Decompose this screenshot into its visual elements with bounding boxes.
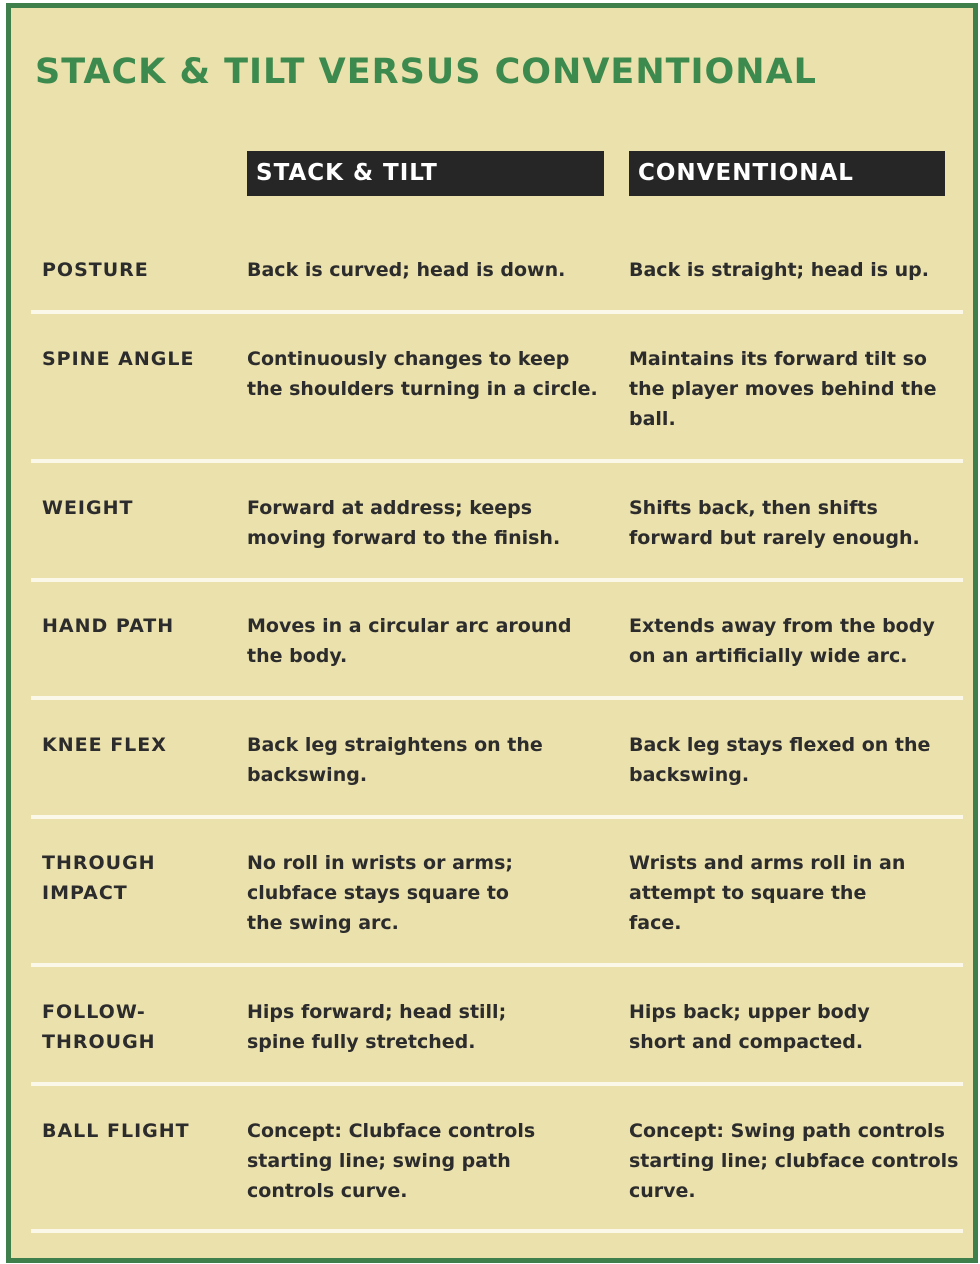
conventional-cell: Concept: Swing path controls starting line; clubface controls curve. bbox=[629, 1120, 959, 1202]
conventional-cell: Back is straight; head is up. bbox=[629, 259, 930, 281]
row-divider bbox=[31, 459, 963, 463]
row-divider bbox=[31, 963, 963, 967]
row-label: KNEE FLEX bbox=[42, 734, 167, 756]
row-divider bbox=[31, 696, 963, 700]
row-label: POSTURE bbox=[42, 259, 149, 281]
row-divider bbox=[31, 1229, 963, 1233]
row-label: SPINE ANGLE bbox=[42, 348, 195, 370]
header-stack-tilt: STACK & TILT bbox=[247, 151, 604, 196]
page-title: STACK & TILT VERSUS CONVENTIONAL bbox=[35, 52, 817, 92]
comparison-panel bbox=[6, 3, 978, 1263]
row-label: BALL FLIGHT bbox=[42, 1120, 190, 1142]
stack-tilt-cell: Moves in a circular arc around the body. bbox=[247, 615, 572, 667]
stack-tilt-cell: Forward at address; keeps moving forward to the finish. bbox=[247, 497, 561, 549]
header-conventional: CONVENTIONAL bbox=[629, 151, 945, 196]
row-label: FOLLOW-THROUGH bbox=[42, 1001, 156, 1053]
row-label: HAND PATH bbox=[42, 615, 175, 637]
stack-tilt-cell: Concept: Clubface controls starting line; swing path controls curve. bbox=[247, 1120, 536, 1202]
row-divider bbox=[31, 815, 963, 819]
stack-tilt-cell: Back is curved; head is down. bbox=[247, 259, 566, 281]
conventional-cell: Hips back; upper body short and compacted. bbox=[629, 1001, 870, 1053]
row-label: WEIGHT bbox=[42, 497, 134, 519]
row-divider bbox=[31, 1082, 963, 1086]
conventional-cell: Maintains its forward tilt so the player moves behind the ball. bbox=[629, 348, 937, 430]
conventional-cell: Shifts back, then shifts forward but rarely enough. bbox=[629, 497, 920, 549]
conventional-cell: Wrists and arms roll in an attempt to square the face. bbox=[629, 852, 906, 934]
stack-tilt-cell: Hips forward; head still; spine fully stretched. bbox=[247, 1001, 507, 1053]
stack-tilt-cell: Back leg straightens on the backswing. bbox=[247, 734, 543, 786]
stack-tilt-cell: No roll in wrists or arms; clubface stays square to the swing arc. bbox=[247, 852, 513, 934]
conventional-cell: Back leg stays flexed on the backswing. bbox=[629, 734, 931, 786]
row-label: THROUGH IMPACT bbox=[42, 852, 156, 904]
row-divider bbox=[31, 310, 963, 314]
stack-tilt-cell: Continuously changes to keep the shoulders turning in a circle. bbox=[247, 348, 598, 400]
row-divider bbox=[31, 578, 963, 582]
conventional-cell: Extends away from the body on an artificially wide arc. bbox=[629, 615, 935, 667]
